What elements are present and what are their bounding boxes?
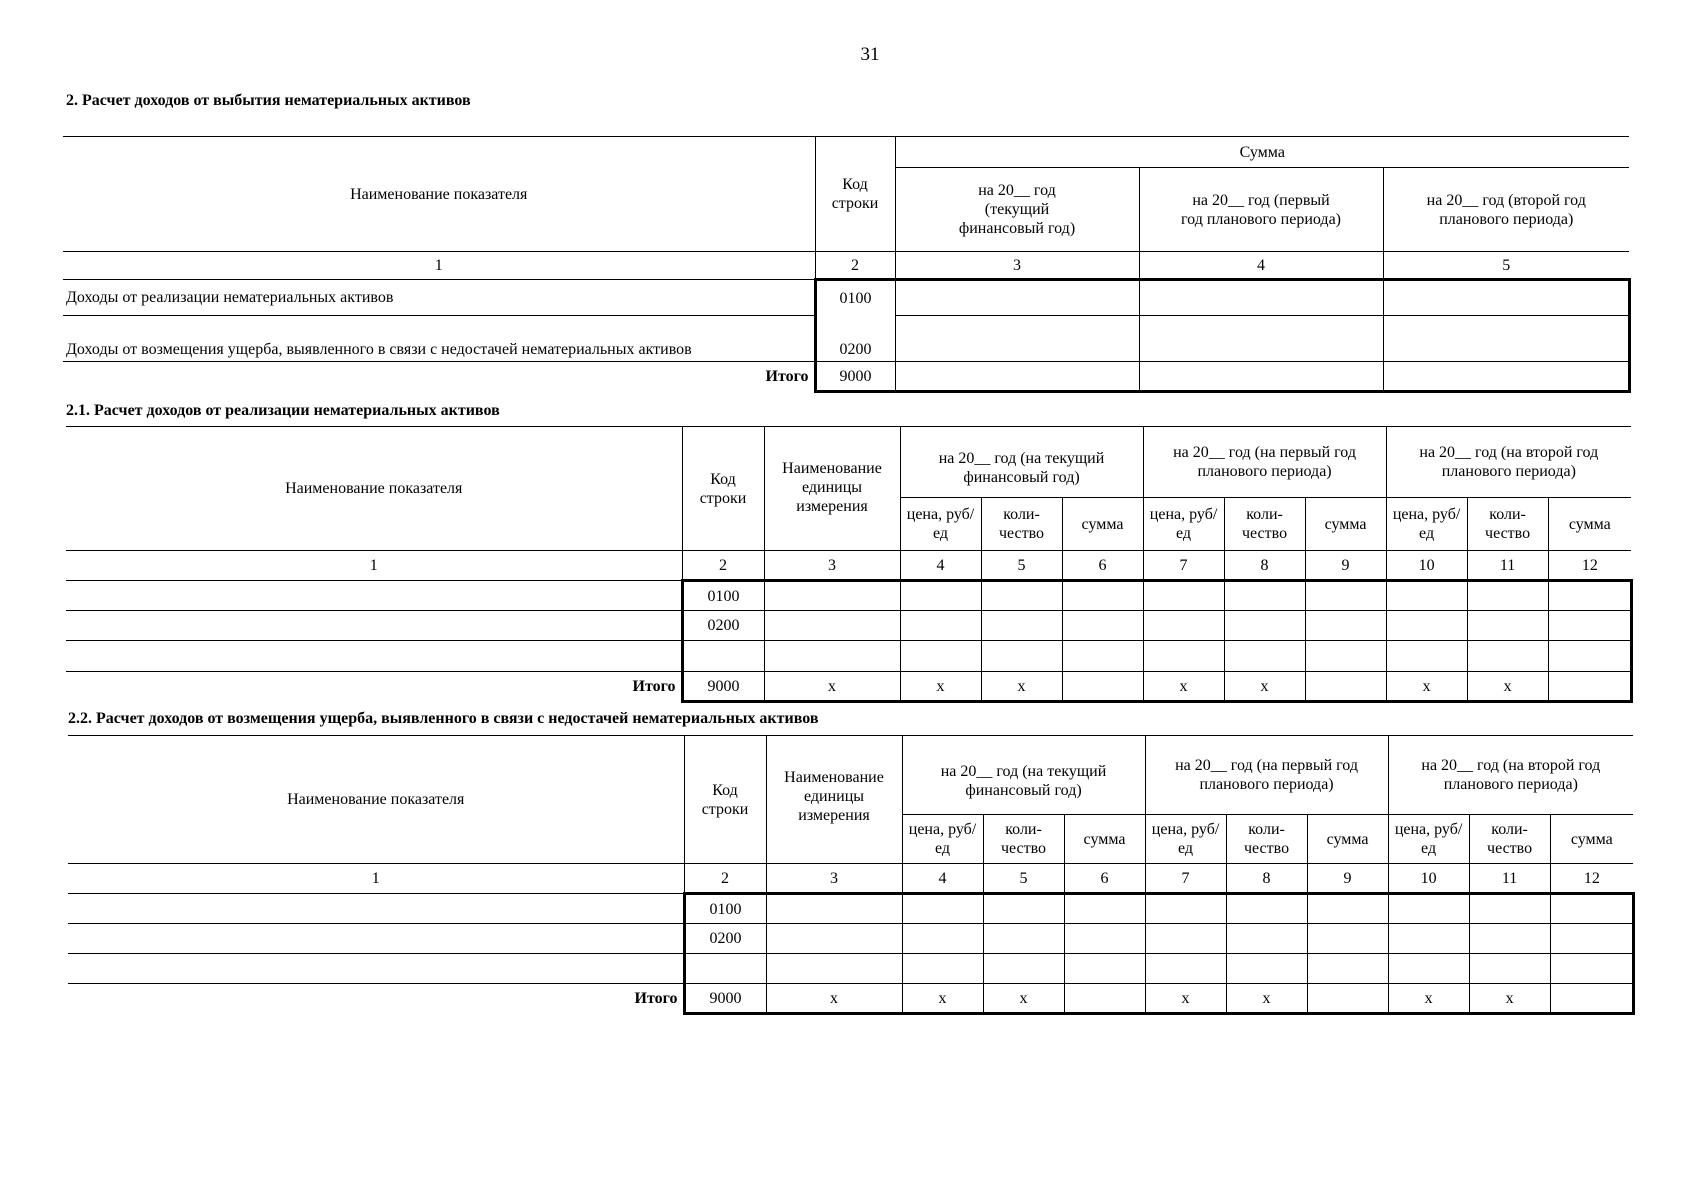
table-row-total: [66, 672, 1631, 702]
value-cell[interactable]: [1139, 316, 1383, 362]
value-cell[interactable]: [1224, 641, 1305, 672]
total-code: 9000: [815, 362, 895, 392]
x-mark: x: [766, 984, 902, 1014]
x-mark: x: [1224, 672, 1305, 702]
value-cell[interactable]: [766, 954, 902, 984]
header-unit: Наименование единицы измерения: [764, 427, 900, 551]
colnum: 1: [68, 864, 684, 894]
row-code: 0100: [815, 280, 895, 316]
value-cell[interactable]: [1064, 894, 1145, 924]
header-year-second-plan: на 20__ год (второй год планового периода): [1426, 191, 1586, 228]
value-cell[interactable]: [981, 611, 1062, 641]
x-mark: x: [983, 984, 1064, 1014]
value-cell[interactable]: [902, 924, 983, 954]
value-cell[interactable]: [766, 924, 902, 954]
row-name-cell[interactable]: [68, 954, 684, 984]
value-cell[interactable]: [1305, 672, 1386, 702]
value-cell[interactable]: [983, 894, 1064, 924]
value-cell[interactable]: [895, 280, 1139, 316]
value-cell[interactable]: [1226, 954, 1307, 984]
colnum: 4: [1139, 252, 1383, 280]
value-cell[interactable]: [1305, 641, 1386, 672]
header-year-first-plan: на 20__ год (на первый год планового периода): [1145, 736, 1388, 815]
colnum: 5: [1383, 252, 1629, 280]
section-2-2-title: 2.2. Расчет доходов от возмещения ущерба, выявленного в связи с недостачей нематериальных активов: [68, 710, 819, 727]
value-cell[interactable]: [1469, 954, 1550, 984]
colnum: 8: [1224, 551, 1305, 581]
table-row: [66, 641, 1631, 672]
value-cell[interactable]: [766, 894, 902, 924]
row-name-cell[interactable]: [66, 581, 682, 611]
total-code: 9000: [682, 672, 764, 702]
header-qty: коли- чество: [981, 498, 1062, 551]
total-label: Итого: [632, 678, 676, 696]
header-year-current: на 20__ год (текущий финансовый год): [895, 168, 1139, 252]
header-sum: сумма: [1064, 815, 1145, 864]
value-cell[interactable]: [902, 954, 983, 984]
value-cell[interactable]: [1145, 894, 1226, 924]
colnum: 4: [902, 864, 983, 894]
value-cell[interactable]: [902, 894, 983, 924]
value-cell[interactable]: [1383, 280, 1629, 316]
header-qty: коли- чество: [1226, 815, 1307, 864]
colnum: 8: [1226, 864, 1307, 894]
x-mark: x: [902, 984, 983, 1014]
value-cell[interactable]: [983, 924, 1064, 954]
row-code: 0200: [682, 611, 764, 641]
colnum: 3: [895, 252, 1139, 280]
header-year-current: на 20__ год (на текущий финансовый год): [902, 736, 1145, 815]
total-label: Итого: [634, 990, 678, 1008]
value-cell[interactable]: [1307, 984, 1388, 1014]
table-row: [66, 611, 1631, 641]
value-cell[interactable]: [1307, 924, 1388, 954]
x-mark: x: [1143, 672, 1224, 702]
x-mark: x: [1145, 984, 1226, 1014]
value-cell[interactable]: [764, 641, 900, 672]
colnum: 10: [1386, 551, 1467, 581]
header-sum: сумма: [1307, 815, 1388, 864]
header-year-second-plan: на 20__ год (на второй год планового периода): [1386, 427, 1631, 498]
header-name: Наименование показателя: [66, 427, 682, 551]
colnum: 12: [1550, 864, 1633, 894]
value-cell[interactable]: [1383, 362, 1629, 392]
x-mark: x: [900, 672, 981, 702]
colnum: 4: [900, 551, 981, 581]
header-qty: коли- чество: [1469, 815, 1550, 864]
value-cell[interactable]: [1548, 581, 1631, 611]
colnum: 7: [1145, 864, 1226, 894]
value-cell[interactable]: [1226, 924, 1307, 954]
header-qty: коли- чество: [1224, 498, 1305, 551]
value-cell[interactable]: [1386, 611, 1467, 641]
table-row: [63, 280, 1629, 316]
value-cell[interactable]: [1550, 924, 1633, 954]
colnum: 3: [764, 551, 900, 581]
section-2-title: 2. Расчет доходов от выбытия нематериальных активов: [66, 92, 471, 109]
value-cell[interactable]: [1064, 924, 1145, 954]
value-cell[interactable]: [900, 581, 981, 611]
header-year-first-plan: на 20__ год (первый год планового периода): [1139, 168, 1383, 252]
table-row: [68, 924, 1633, 954]
value-cell[interactable]: [1145, 954, 1226, 984]
header-year-current: на 20__ год (на текущий финансовый год): [900, 427, 1143, 498]
value-cell[interactable]: [1226, 894, 1307, 924]
header-name: Наименование показателя: [63, 137, 815, 252]
header-sum: Сумма: [895, 137, 1629, 168]
colnum: 5: [981, 551, 1062, 581]
row-name-cell[interactable]: [66, 641, 682, 672]
value-cell[interactable]: [1062, 641, 1143, 672]
value-cell[interactable]: [1062, 672, 1143, 702]
row-code: 0200: [815, 316, 895, 362]
colnum: 3: [766, 864, 902, 894]
row-name-cell[interactable]: [68, 924, 684, 954]
header-qty: коли- чество: [983, 815, 1064, 864]
x-mark: x: [1226, 984, 1307, 1014]
header-name: Наименование показателя: [68, 736, 684, 864]
x-mark: x: [1386, 672, 1467, 702]
value-cell[interactable]: [1550, 984, 1633, 1014]
value-cell[interactable]: [1548, 611, 1631, 641]
row-name: Доходы от возмещения ущерба, выявленного в связи с недостачей нематериальных активов: [63, 316, 815, 362]
value-cell[interactable]: [1386, 581, 1467, 611]
value-cell[interactable]: [1388, 894, 1469, 924]
section-2-table: [63, 136, 1631, 393]
value-cell[interactable]: [895, 316, 1139, 362]
value-cell[interactable]: [1145, 924, 1226, 954]
value-cell[interactable]: [1388, 924, 1469, 954]
value-cell[interactable]: [983, 954, 1064, 984]
colnum: 5: [983, 864, 1064, 894]
value-cell[interactable]: [900, 641, 981, 672]
colnum: 1: [66, 551, 682, 581]
header-sum: сумма: [1062, 498, 1143, 551]
header-unit: Наименование единицы измерения: [766, 736, 902, 864]
value-cell[interactable]: [1305, 611, 1386, 641]
value-cell[interactable]: [1062, 611, 1143, 641]
colnum: 6: [1062, 551, 1143, 581]
header-sum: сумма: [1570, 830, 1613, 848]
row-code: 0100: [682, 581, 764, 611]
section-2-1-table: [66, 426, 1633, 703]
value-cell[interactable]: [1143, 611, 1224, 641]
value-cell[interactable]: [1548, 641, 1631, 672]
header-sum: сумма: [1568, 515, 1611, 533]
header-year-second-plan: на 20__ год (на второй год планового периода): [1388, 736, 1633, 815]
header-price: цена, руб/ед: [1143, 498, 1224, 551]
value-cell[interactable]: [1143, 581, 1224, 611]
header-sum: сумма: [1305, 498, 1386, 551]
value-cell[interactable]: [1548, 672, 1631, 702]
value-cell[interactable]: [981, 641, 1062, 672]
colnum: 2: [684, 864, 766, 894]
row-code: [684, 954, 766, 984]
colnum: 12: [1548, 551, 1631, 581]
header-price: цена, руб/ед: [900, 498, 981, 551]
value-cell[interactable]: [1307, 954, 1388, 984]
total-label: Итого: [765, 368, 809, 386]
value-cell[interactable]: [1550, 954, 1633, 984]
section-2-1-title: 2.1. Расчет доходов от реализации нематериальных активов: [66, 402, 500, 419]
value-cell[interactable]: [1139, 280, 1383, 316]
header-price: цена, руб/ед: [1145, 815, 1226, 864]
colnum: 2: [682, 551, 764, 581]
x-mark: x: [1467, 672, 1548, 702]
table-row: [66, 581, 1631, 611]
colnum: 11: [1469, 864, 1550, 894]
table-row-total: [63, 362, 1629, 392]
value-cell[interactable]: [1139, 362, 1383, 392]
header-qty: коли- чество: [1467, 498, 1548, 551]
x-mark: x: [1469, 984, 1550, 1014]
colnum: 6: [1064, 864, 1145, 894]
table-row: [68, 954, 1633, 984]
value-cell[interactable]: [1064, 954, 1145, 984]
row-code: 0200: [684, 924, 766, 954]
value-cell[interactable]: [900, 611, 981, 641]
table-row: [63, 316, 1629, 362]
header-code: Код строки: [815, 137, 895, 252]
x-mark: x: [981, 672, 1062, 702]
value-cell[interactable]: [764, 581, 900, 611]
row-name-cell[interactable]: [68, 894, 684, 924]
section-2-2-table: [68, 735, 1635, 1015]
value-cell[interactable]: [1224, 611, 1305, 641]
colnum: 9: [1305, 551, 1386, 581]
row-code: 0100: [684, 894, 766, 924]
value-cell[interactable]: [1388, 954, 1469, 984]
page-number: 31: [860, 44, 880, 65]
header-year-first-plan: на 20__ год (на первый год планового периода): [1143, 427, 1386, 498]
colnum: 9: [1307, 864, 1388, 894]
value-cell[interactable]: [981, 581, 1062, 611]
total-code: 9000: [684, 984, 766, 1014]
value-cell[interactable]: [895, 362, 1139, 392]
value-cell[interactable]: [1143, 641, 1224, 672]
colnum: 10: [1388, 864, 1469, 894]
x-mark: x: [1388, 984, 1469, 1014]
header-price: цена, руб/ед: [1386, 498, 1467, 551]
value-cell[interactable]: [1305, 581, 1386, 611]
table-row-total: [68, 984, 1633, 1014]
value-cell[interactable]: [1064, 984, 1145, 1014]
header-code: Код строки: [682, 427, 764, 551]
colnum: 2: [815, 252, 895, 280]
value-cell[interactable]: [1383, 316, 1629, 362]
value-cell[interactable]: [1467, 641, 1548, 672]
value-cell[interactable]: [764, 611, 900, 641]
header-price: цена, руб/ед: [1388, 815, 1469, 864]
value-cell[interactable]: [1550, 894, 1633, 924]
colnum: 7: [1143, 551, 1224, 581]
value-cell[interactable]: [1224, 581, 1305, 611]
colnum: 1: [63, 252, 815, 280]
value-cell[interactable]: [1467, 581, 1548, 611]
value-cell[interactable]: [1062, 581, 1143, 611]
table-row: [68, 894, 1633, 924]
value-cell[interactable]: [1386, 641, 1467, 672]
x-mark: x: [764, 672, 900, 702]
header-code: Код строки: [684, 736, 766, 864]
row-name-cell[interactable]: [66, 611, 682, 641]
value-cell[interactable]: [1469, 894, 1550, 924]
colnum: 11: [1467, 551, 1548, 581]
header-price: цена, руб/ед: [902, 815, 983, 864]
value-cell[interactable]: [1467, 611, 1548, 641]
row-code: [682, 641, 764, 672]
value-cell[interactable]: [1469, 924, 1550, 954]
row-name: Доходы от реализации нематериальных активов: [63, 280, 815, 316]
value-cell[interactable]: [1307, 894, 1388, 924]
